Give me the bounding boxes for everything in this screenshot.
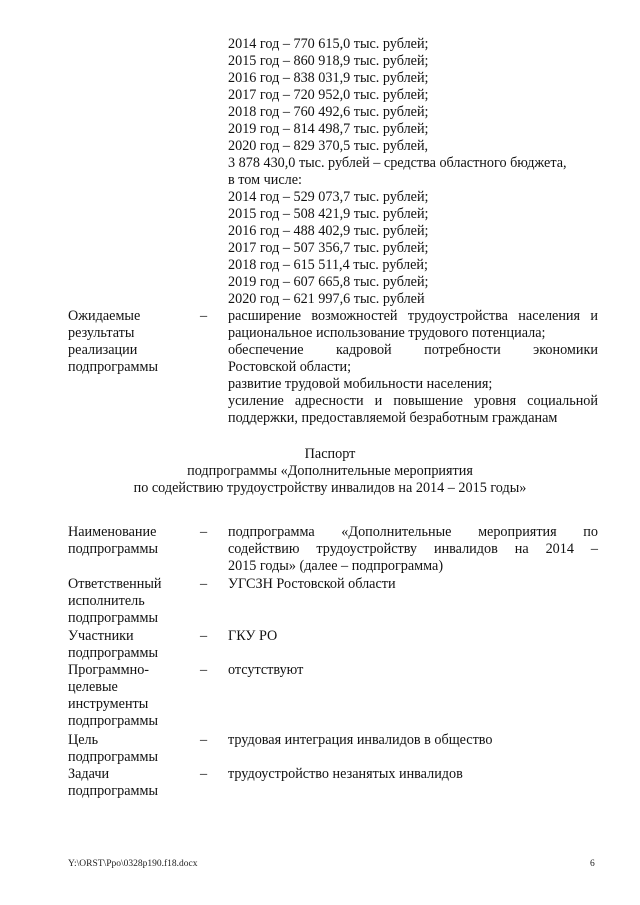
regional-year-line: 2018 год – 615 511,4 тыс. рублей;: [228, 257, 428, 273]
name-label: Наименование: [68, 524, 157, 540]
funding-year-line: 2019 год – 814 498,7 тыс. рублей;: [228, 121, 429, 137]
funding-year-line: 2015 год – 860 918,9 тыс. рублей;: [228, 53, 429, 69]
instruments-label: Программно-: [68, 662, 150, 678]
value-line: рациональное использование трудового потенциала;: [228, 325, 546, 341]
instruments-label: подпрограммы: [68, 713, 158, 729]
row-dash: –: [200, 524, 208, 540]
executor-label: Ответственный: [68, 576, 162, 592]
tasks-value: трудоустройство незанятых инвалидов: [228, 766, 463, 782]
funding-year-line: 2018 год – 760 492,6 тыс. рублей;: [228, 104, 429, 120]
executor-value: УГСЗН Ростовской области: [228, 576, 396, 592]
regional-year-line: 2015 год – 508 421,9 тыс. рублей;: [228, 206, 429, 222]
row-dash: –: [200, 662, 208, 678]
regional-budget-line: 3 878 430,0 тыс. рублей – средства областного бюджета,: [228, 155, 567, 171]
regional-year-line: 2017 год – 507 356,7 тыс. рублей;: [228, 240, 429, 256]
regional-year-line: 2016 год – 488 402,9 тыс. рублей;: [228, 223, 429, 239]
participants-label: Участники: [68, 628, 134, 644]
funding-year-line: 2017 год – 720 952,0 тыс. рублей;: [228, 87, 429, 103]
instruments-label: инструменты: [68, 696, 149, 712]
tasks-label: Задачи: [68, 766, 110, 782]
page-number: 6: [590, 859, 595, 869]
executor-label: исполнитель: [68, 593, 145, 609]
funding-year-line: 2020 год – 829 370,5 тыс. рублей,: [228, 138, 429, 154]
row-dash: –: [200, 628, 208, 644]
name-label: подпрограммы: [68, 541, 158, 557]
value-line: усиление адресности и повышение уровня социальной: [228, 393, 598, 409]
tasks-label: подпрограммы: [68, 783, 158, 799]
value-line: расширение возможностей трудоустройства населения и: [228, 308, 598, 324]
name-value: содействию трудоустройству инвалидов на 2014 –: [228, 541, 598, 557]
value-line: обеспечение кадровой потребности экономики: [228, 342, 598, 358]
passport-subtitle: подпрограммы «Дополнительные мероприятия: [187, 463, 473, 479]
label-line: результаты: [68, 325, 135, 341]
passport-title: Паспорт: [304, 446, 356, 462]
regional-budget-line: в том числе:: [228, 172, 302, 188]
passport-subtitle: по содействию трудоустройству инвалидов на 2014 – 2015 годы»: [133, 480, 527, 496]
name-value: 2015 годы» (далее – подпрограмма): [228, 558, 444, 574]
label-line: Ожидаемые: [68, 308, 141, 324]
regional-year-line: 2019 год – 607 665,8 тыс. рублей;: [228, 274, 429, 290]
value-line: Ростовской области;: [228, 359, 352, 375]
funding-year-line: 2014 год – 770 615,0 тыс. рублей;: [228, 36, 429, 52]
label-line: реализации: [68, 342, 138, 358]
name-value: подпрограмма «Дополнительные мероприятия по: [228, 524, 598, 540]
value-line: развитие трудовой мобильности населения;: [228, 376, 493, 392]
participants-label: подпрограммы: [68, 645, 158, 661]
row-dash: –: [200, 576, 208, 592]
executor-label: подпрограммы: [68, 610, 158, 626]
row-dash: –: [200, 766, 208, 782]
goal-label: подпрограммы: [68, 749, 158, 765]
label-line: подпрограммы: [68, 359, 158, 375]
row-dash: –: [200, 308, 208, 324]
row-dash: –: [200, 732, 208, 748]
goal-label: Цель: [68, 732, 99, 748]
instruments-value: отсутствуют: [228, 662, 304, 678]
participants-value: ГКУ РО: [228, 628, 278, 644]
regional-year-line: 2020 год – 621 997,6 тыс. рублей: [228, 291, 425, 307]
regional-year-line: 2014 год – 529 073,7 тыс. рублей;: [228, 189, 429, 205]
footer-file-path: Y:\ORST\Ppo\0328p190.f18.docx: [68, 859, 198, 869]
instruments-label: целевые: [68, 679, 118, 695]
value-line: поддержки, предоставляемой безработным гражданам: [228, 410, 558, 426]
goal-value: трудовая интеграция инвалидов в общество: [228, 732, 493, 748]
funding-year-line: 2016 год – 838 031,9 тыс. рублей;: [228, 70, 429, 86]
